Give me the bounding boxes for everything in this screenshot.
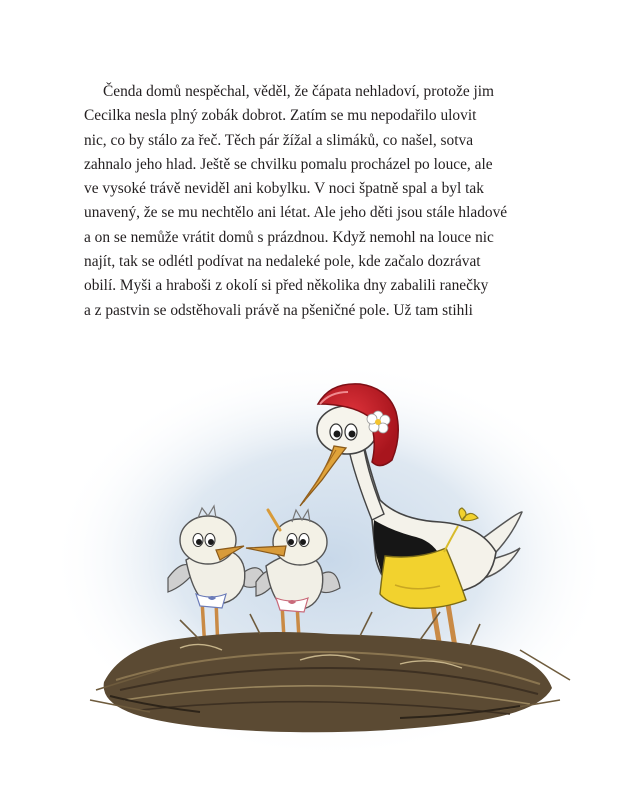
story-line: a z pastvin se odstěhovali právě na pšeničné pole. Už tam stihli (84, 301, 473, 319)
story-line: unavený, že se mu nechtělo ani létat. Ale jeho děti jsou stále hladové (84, 204, 508, 222)
story-line: obilí. Myši a hraboši z okolí si před několika dny zabalili ranečky (84, 277, 489, 295)
story-line: zahnalo jeho hlad. Ještě se chvilku pomalu procházel po louce, ale (84, 155, 493, 173)
story-line: Čenda domů nespěchal, věděl, že čápata nehladoví, protože jim (103, 83, 495, 100)
story-line: Cecilka nesla plný zobák dobrot. Zatím se mu nepodařilo ulovit (84, 107, 477, 125)
story-line: ve vysoké trávě neviděl ani kobylku. V noci špatně spal a byl tak (84, 180, 484, 198)
story-line: nic, co by stálo za řeč. Těch pár žížal a slimáků, co našel, sotva (84, 131, 474, 149)
story-line: najít, tak se odlétl podívat na nedaleké pole, kde začalo dozrávat (84, 253, 481, 271)
story-line: a on se nemůže vrátit domů s prázdnou. Když nemohl na louce nic (84, 228, 494, 246)
